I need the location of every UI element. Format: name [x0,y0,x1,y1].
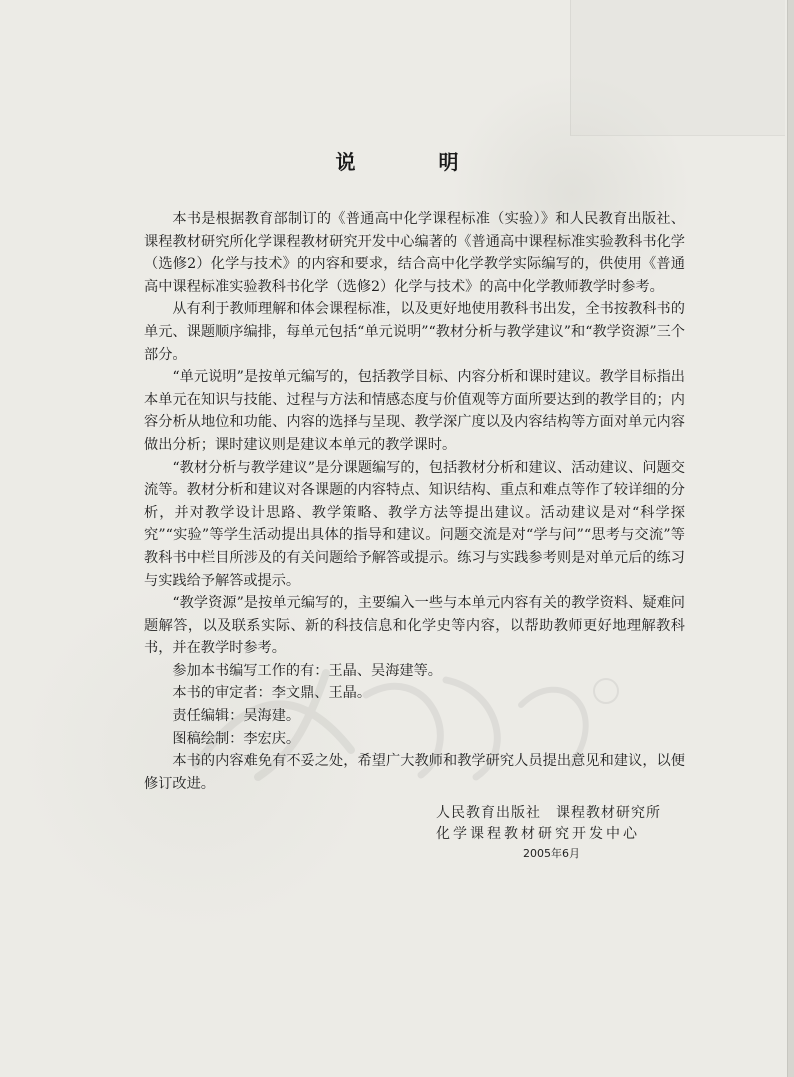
paragraph-illustrator: 图稿绘制：李宏庆。 [172,730,301,747]
paragraph-editor: 责任编辑：吴海建。 [172,708,301,725]
page-title: 说 明 [335,150,497,174]
background-shadow [570,0,785,136]
signature-block [436,803,686,863]
signature-center: 化学课程教材研究开发中心 [436,826,640,842]
signature-publisher: 人民教育出版社 课程教材研究所 [436,805,661,821]
signature-date: 2005年6月 [523,847,580,860]
paragraph-intro: 本书是根据教育部制订的《普通高中化学课程标准（实验）》和人民教育出版社、课程教材研究所化学课程教材研究开发中心编著的《普通高中课程标准实验教科书化学（选修2）化学与技术》的内容和要求，结合高中化学教学实际编写的，供使用《普通高中课程标准实验教科书化学（选修2）化学与技术》的高中化学教师教学时参考。 [144,211,685,295]
paragraph-authors: 参加本书编写工作的有：王晶、吴海建等。 [172,662,442,679]
paragraph-unit-description: “单元说明”是按单元编写的，包括教学目标、内容分析和课时建议。教学目标指出本单元在知识与技能、过程与方法和情感态度与价值观等方面所要达到的教学目的；内容分析从地位和功能、内容的选择与呈现、教学深广度以及内容结构等方面对单元内容做出分析；课时建议则是建议本单元的教学课时。 [144,369,685,453]
paragraph-teaching-resources: “教学资源”是按单元编写的，主要编入一些与本单元内容有关的教学资料、疑难问题解答，以及联系实际、新的科技信息和化学史等内容，以帮助教师更好地理解教科书，并在教学时参考。 [144,595,685,657]
paragraph-reviewers: 本书的审定者：李文鼎、王晶。 [172,685,372,702]
paragraph-feedback: 本书的内容难免有不妥之处，希望广大教师和教学研究人员提出意见和建议，以便修订改进。 [144,753,685,792]
paragraph-analysis-suggestions: “教材分析与教学建议”是分课题编写的，包括教材分析和建议、活动建议、问题交流等。教材分析和建议对各课题的内容特点、知识结构、重点和难点等作了较详细的分析，并对教学设计思路、教学策略、教学方法等提出建议。活动建议是对“科学探究”“实验”等学生活动提出具体的指导和建议。问题交流是对“学与问”“思考与交流”等教科书中栏目所涉及的有关问题给予解答或提示。练习与实践参考则是对单元后的练习与实践给予解答或提示。 [144,459,685,589]
body-text [144,208,685,795]
paragraph-structure: 从有利于教师理解和体会课程标准，以及更好地使用教科书出发，全书按教科书的单元、课题顺序编排，每单元包括“单元说明”“教材分析与教学建议”和“教学资源”三个部分。 [144,301,685,363]
